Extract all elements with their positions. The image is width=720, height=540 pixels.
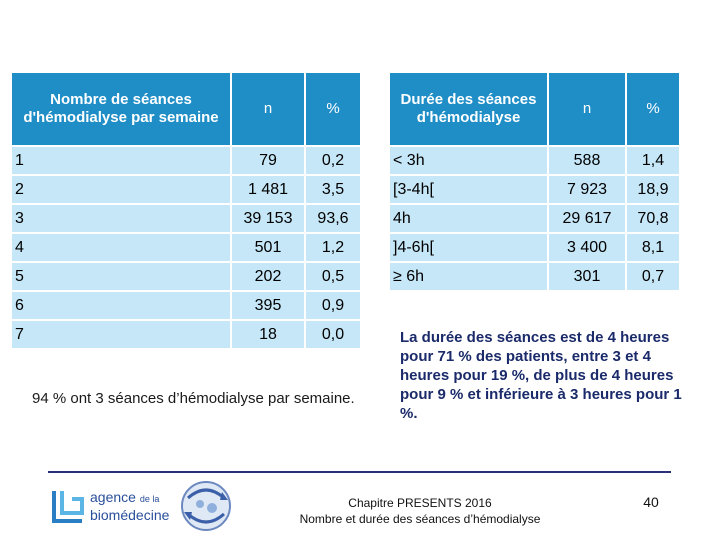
- sessions-summary-note: 94 % ont 3 séances d’hémodialyse par semaine.: [32, 390, 355, 407]
- footer-divider: [48, 471, 671, 473]
- logo-word-biomedecine: biomédecine: [90, 507, 170, 523]
- cell-duration: ]4-6h[: [390, 234, 547, 261]
- cell-sessions: 4: [12, 234, 230, 261]
- cell-n: 7 923: [549, 176, 625, 203]
- cell-n: 588: [549, 147, 625, 174]
- cell-percent: 0,2: [306, 147, 360, 174]
- footer-chapter: Chapitre PRESENTS 2016: [348, 496, 492, 510]
- cell-n: 79: [232, 147, 304, 174]
- session-duration-table: [388, 71, 681, 292]
- cell-n: 39 153: [232, 205, 304, 232]
- agence-biomedecine-logo: [50, 485, 180, 527]
- agency-logo-mark-icon: [50, 487, 86, 525]
- footer-caption: [270, 495, 570, 527]
- cell-n: 395: [232, 292, 304, 319]
- page-number: 40: [643, 494, 659, 510]
- cell-n: 501: [232, 234, 304, 261]
- cell-percent: 1,4: [627, 147, 679, 174]
- cell-percent: 93,6: [306, 205, 360, 232]
- cell-percent: 18,9: [627, 176, 679, 203]
- cell-sessions: 3: [12, 205, 230, 232]
- cell-percent: 8,1: [627, 234, 679, 261]
- column-header-n: n: [549, 73, 625, 145]
- table-row: [12, 147, 360, 174]
- cell-n: 3 400: [549, 234, 625, 261]
- table-row: [390, 205, 679, 232]
- column-header-duration: Durée des séances d'hémodialyse: [390, 73, 547, 145]
- sessions-per-week-table: [10, 71, 362, 350]
- cell-percent: 70,8: [627, 205, 679, 232]
- column-header-n: n: [232, 73, 304, 145]
- logo-word-agence: agence: [90, 489, 136, 505]
- cell-percent: 0,5: [306, 263, 360, 290]
- cell-sessions: 1: [12, 147, 230, 174]
- cell-percent: 0,9: [306, 292, 360, 319]
- table-row: [12, 263, 360, 290]
- cell-percent: 0,7: [627, 263, 679, 290]
- cell-percent: 0,0: [306, 321, 360, 348]
- footer-subtitle: Nombre et durée des séances d’hémodialyse: [299, 512, 541, 526]
- table-row: [390, 263, 679, 290]
- logo-text: [90, 489, 169, 523]
- cell-duration: ≥ 6h: [390, 263, 547, 290]
- cell-duration: < 3h: [390, 147, 547, 174]
- column-header-percent: %: [627, 73, 679, 145]
- table-row: [390, 176, 679, 203]
- cell-n: 202: [232, 263, 304, 290]
- cell-n: 301: [549, 263, 625, 290]
- column-header-sessions: Nombre de séances d'hémodialyse par semaine: [12, 73, 230, 145]
- cell-n: 18: [232, 321, 304, 348]
- cell-duration: [3-4h[: [390, 176, 547, 203]
- table-row: [390, 147, 679, 174]
- table-row: [390, 234, 679, 261]
- column-header-percent: %: [306, 73, 360, 145]
- table-row: [12, 292, 360, 319]
- cell-sessions: 2: [12, 176, 230, 203]
- duration-summary-note: La durée des séances est de 4 heures pour 71 % des patients, entre 3 et 4 heures pour 19 %, de plus de 4 heures pour 9 % et inférieure à 3 heures pour 1 %.: [400, 329, 682, 422]
- cell-n: 29 617: [549, 205, 625, 232]
- table-row: [12, 234, 360, 261]
- cell-duration: 4h: [390, 205, 547, 232]
- globe-cycle-icon: [178, 478, 234, 534]
- cell-sessions: 6: [12, 292, 230, 319]
- logo-word-de-la: de la: [139, 494, 160, 504]
- table-row: [12, 205, 360, 232]
- cell-sessions: 5: [12, 263, 230, 290]
- table-row: [12, 321, 360, 348]
- table-row: [12, 176, 360, 203]
- cell-n: 1 481: [232, 176, 304, 203]
- cell-percent: 3,5: [306, 176, 360, 203]
- cell-sessions: 7: [12, 321, 230, 348]
- table-header-row: [390, 73, 679, 145]
- cell-percent: 1,2: [306, 234, 360, 261]
- table-header-row: [12, 73, 360, 145]
